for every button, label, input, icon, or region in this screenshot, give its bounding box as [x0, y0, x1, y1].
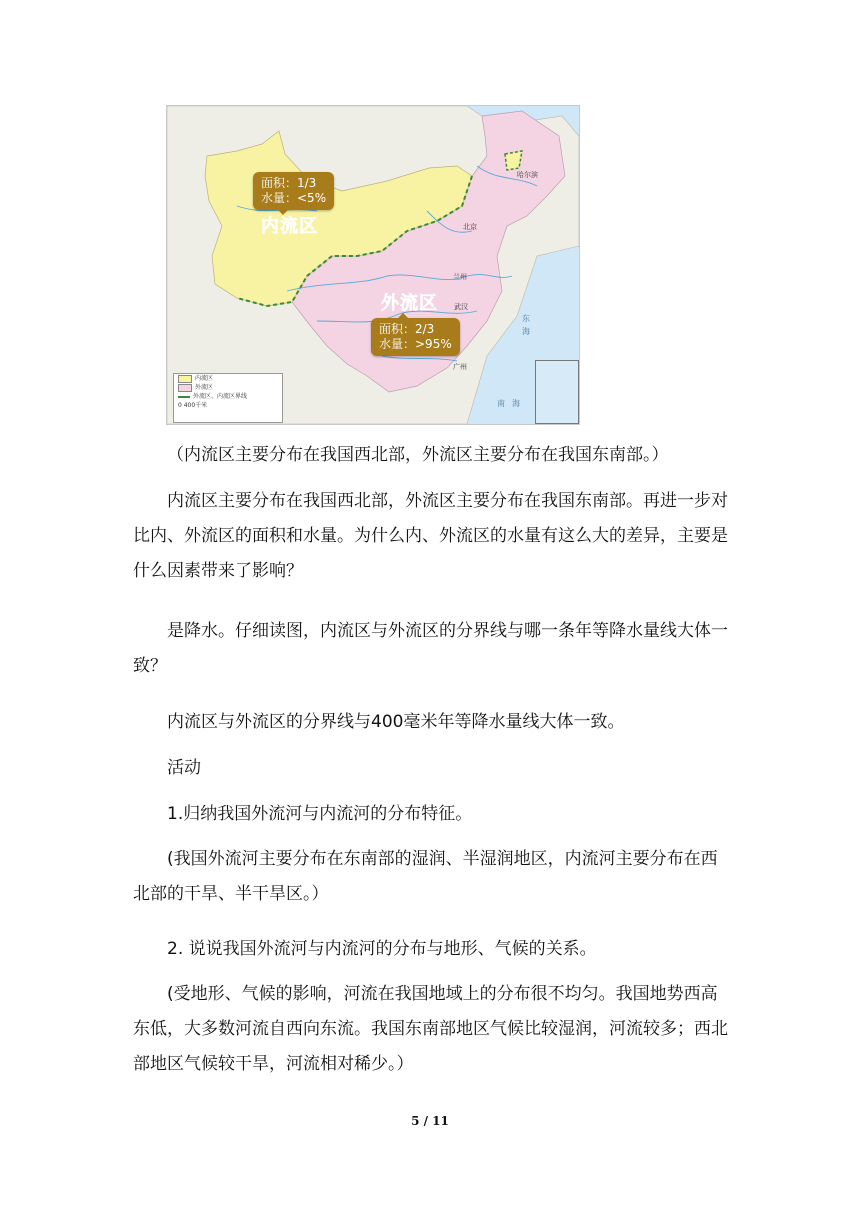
- city-lanzhou: 兰州: [453, 273, 467, 281]
- city-harbin: 哈尔滨: [517, 171, 538, 179]
- legend-scale-label: 0 400千米: [178, 402, 208, 409]
- south-china-sea-inset: [535, 360, 579, 424]
- outer-region-callout: [371, 318, 460, 356]
- city-wuhan: 武汉: [454, 303, 468, 311]
- inner-region-callout: [253, 172, 334, 210]
- outer-area-text: 面积：2/3: [379, 322, 435, 336]
- city-guangzhou: 广州: [453, 363, 467, 371]
- activity-answer-1: (我国外流河主要分布在东南部的湿润、半湿润地区，内流河主要分布在西北部的干旱、半干旱区。）: [133, 849, 718, 904]
- legend-boundary: [174, 392, 282, 401]
- svg-text:南: 南: [497, 399, 505, 408]
- svg-text:东: 东: [522, 314, 530, 323]
- legend-boundary-swatch: [178, 396, 190, 398]
- china-drainage-map: [166, 105, 580, 425]
- inner-region-label: 内流区: [261, 216, 318, 237]
- legend-outer-swatch: [178, 384, 192, 392]
- legend-boundary-label: 外流区、内流区界线: [193, 393, 248, 400]
- paragraph-1: （内流区主要分布在我国西北部，外流区主要分布在我国东南部。）: [167, 445, 669, 465]
- legend-inner: [174, 374, 282, 383]
- legend-inner-swatch: [178, 375, 192, 383]
- page-number: 5 / 11: [411, 1114, 449, 1128]
- svg-text:海: 海: [512, 399, 520, 408]
- inner-area-text: 面积：1/3: [261, 176, 317, 190]
- outer-water-text: 水量：>95%: [379, 337, 452, 351]
- activity-answer-2: (受地形、气候的影响，河流在我国地域上的分布很不均匀。我国地势西高东低，大多数河流自西向东流。我国东南部地区气候比较湿润，河流较多；西北部地区气候较干旱，河流相对稀少。）: [133, 984, 728, 1074]
- paragraph-2: 内流区主要分布在我国西北部，外流区主要分布在我国东南部。再进一步对比内、外流区的面积和水量。为什么内、外流区的水量有这么大的差异，主要是什么因素带来了影响？: [133, 491, 728, 581]
- activity-question-1: 1.归纳我国外流河与内流河的分布特征。: [167, 804, 473, 824]
- paragraph-4: 内流区与外流区的分界线与400毫米年等降水量线大体一致。: [167, 712, 625, 732]
- paragraph-3: 是降水。仔细读图，内流区与外流区的分界线与哪一条年等降水量线大体一致？: [133, 621, 728, 676]
- svg-text:海: 海: [522, 327, 530, 336]
- legend-outer: [174, 383, 282, 392]
- map-legend: [173, 373, 283, 423]
- legend-inner-label: 内流区: [195, 375, 214, 382]
- city-beijing: 北京: [463, 223, 477, 231]
- inner-water-text: 水量：<5%: [261, 191, 327, 205]
- legend-outer-label: 外流区: [195, 384, 214, 391]
- activity-question-2: 2. 说说我国外流河与内流河的分布与地形、气候的关系。: [167, 939, 597, 959]
- outer-region-label: 外流区: [381, 293, 438, 314]
- legend-scale: [174, 401, 282, 410]
- activity-heading: 活动: [167, 758, 201, 778]
